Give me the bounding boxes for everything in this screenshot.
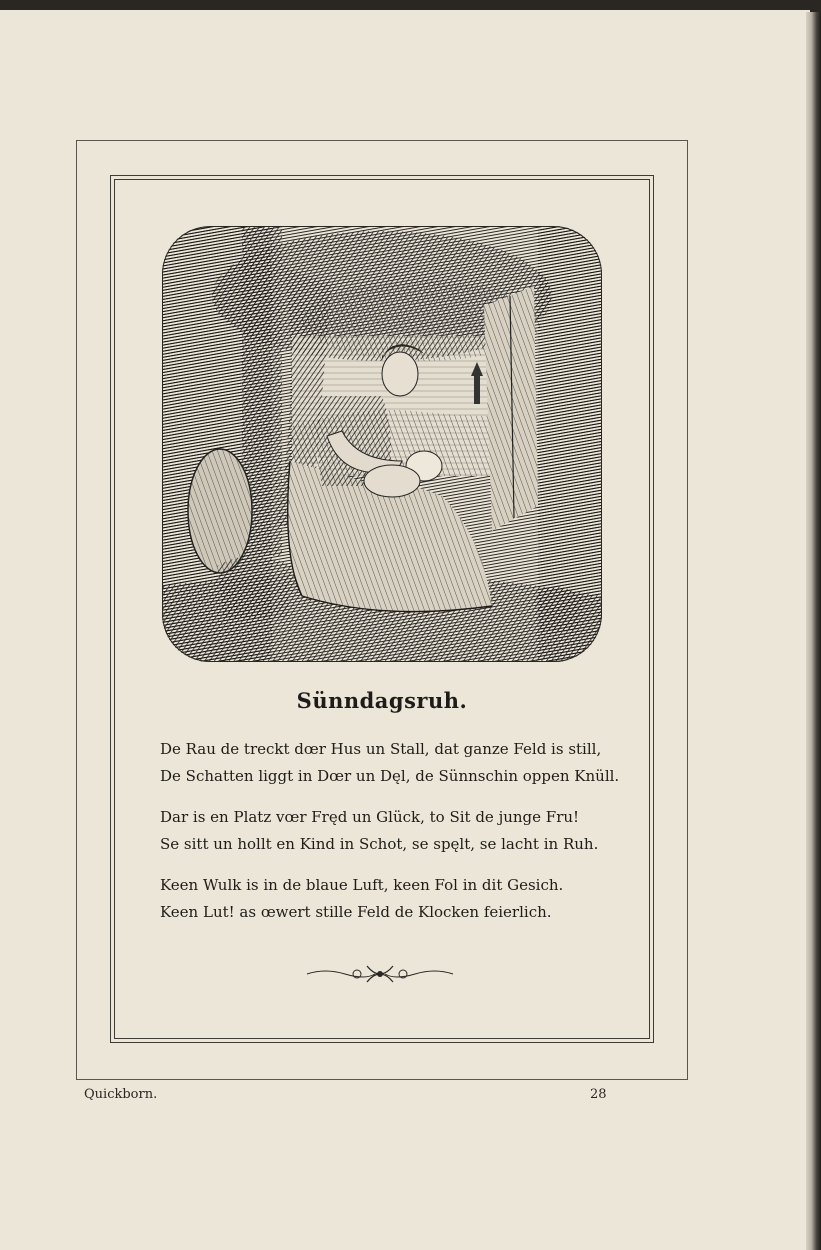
verse-line: Keen Wulk is in de blaue Luft, keen Fol in dit Gesich. xyxy=(160,876,564,894)
page-number: 28 xyxy=(590,1087,607,1102)
verse-line: Keen Lut! as œwert stille Feld de Klocken feierlich. xyxy=(160,903,552,921)
poem-title: Sünndagsruh. xyxy=(296,688,468,713)
verse-line: Se sitt un hollt en Kind in Schot, se spęlt, se lacht in Ruh. xyxy=(160,835,599,853)
verse-line: De Rau de treckt dœr Hus un Stall, dat ganze Feld is still, xyxy=(160,740,602,758)
mother-and-child-engraving xyxy=(162,226,602,662)
decorative-flourish-icon xyxy=(305,962,455,986)
stanza-1 xyxy=(160,736,630,790)
page-edge-shadow xyxy=(806,12,821,1250)
verse-line: De Schatten liggt in Dœr un Dęl, de Sünnschin oppen Knüll. xyxy=(160,767,620,785)
running-foot-title: Quickborn. xyxy=(84,1087,158,1102)
stanza-2 xyxy=(160,804,630,858)
stanza-3 xyxy=(160,872,630,926)
verse-line: Dar is en Platz vœr Fręd un Glück, to Sit de junge Fru! xyxy=(160,808,580,826)
